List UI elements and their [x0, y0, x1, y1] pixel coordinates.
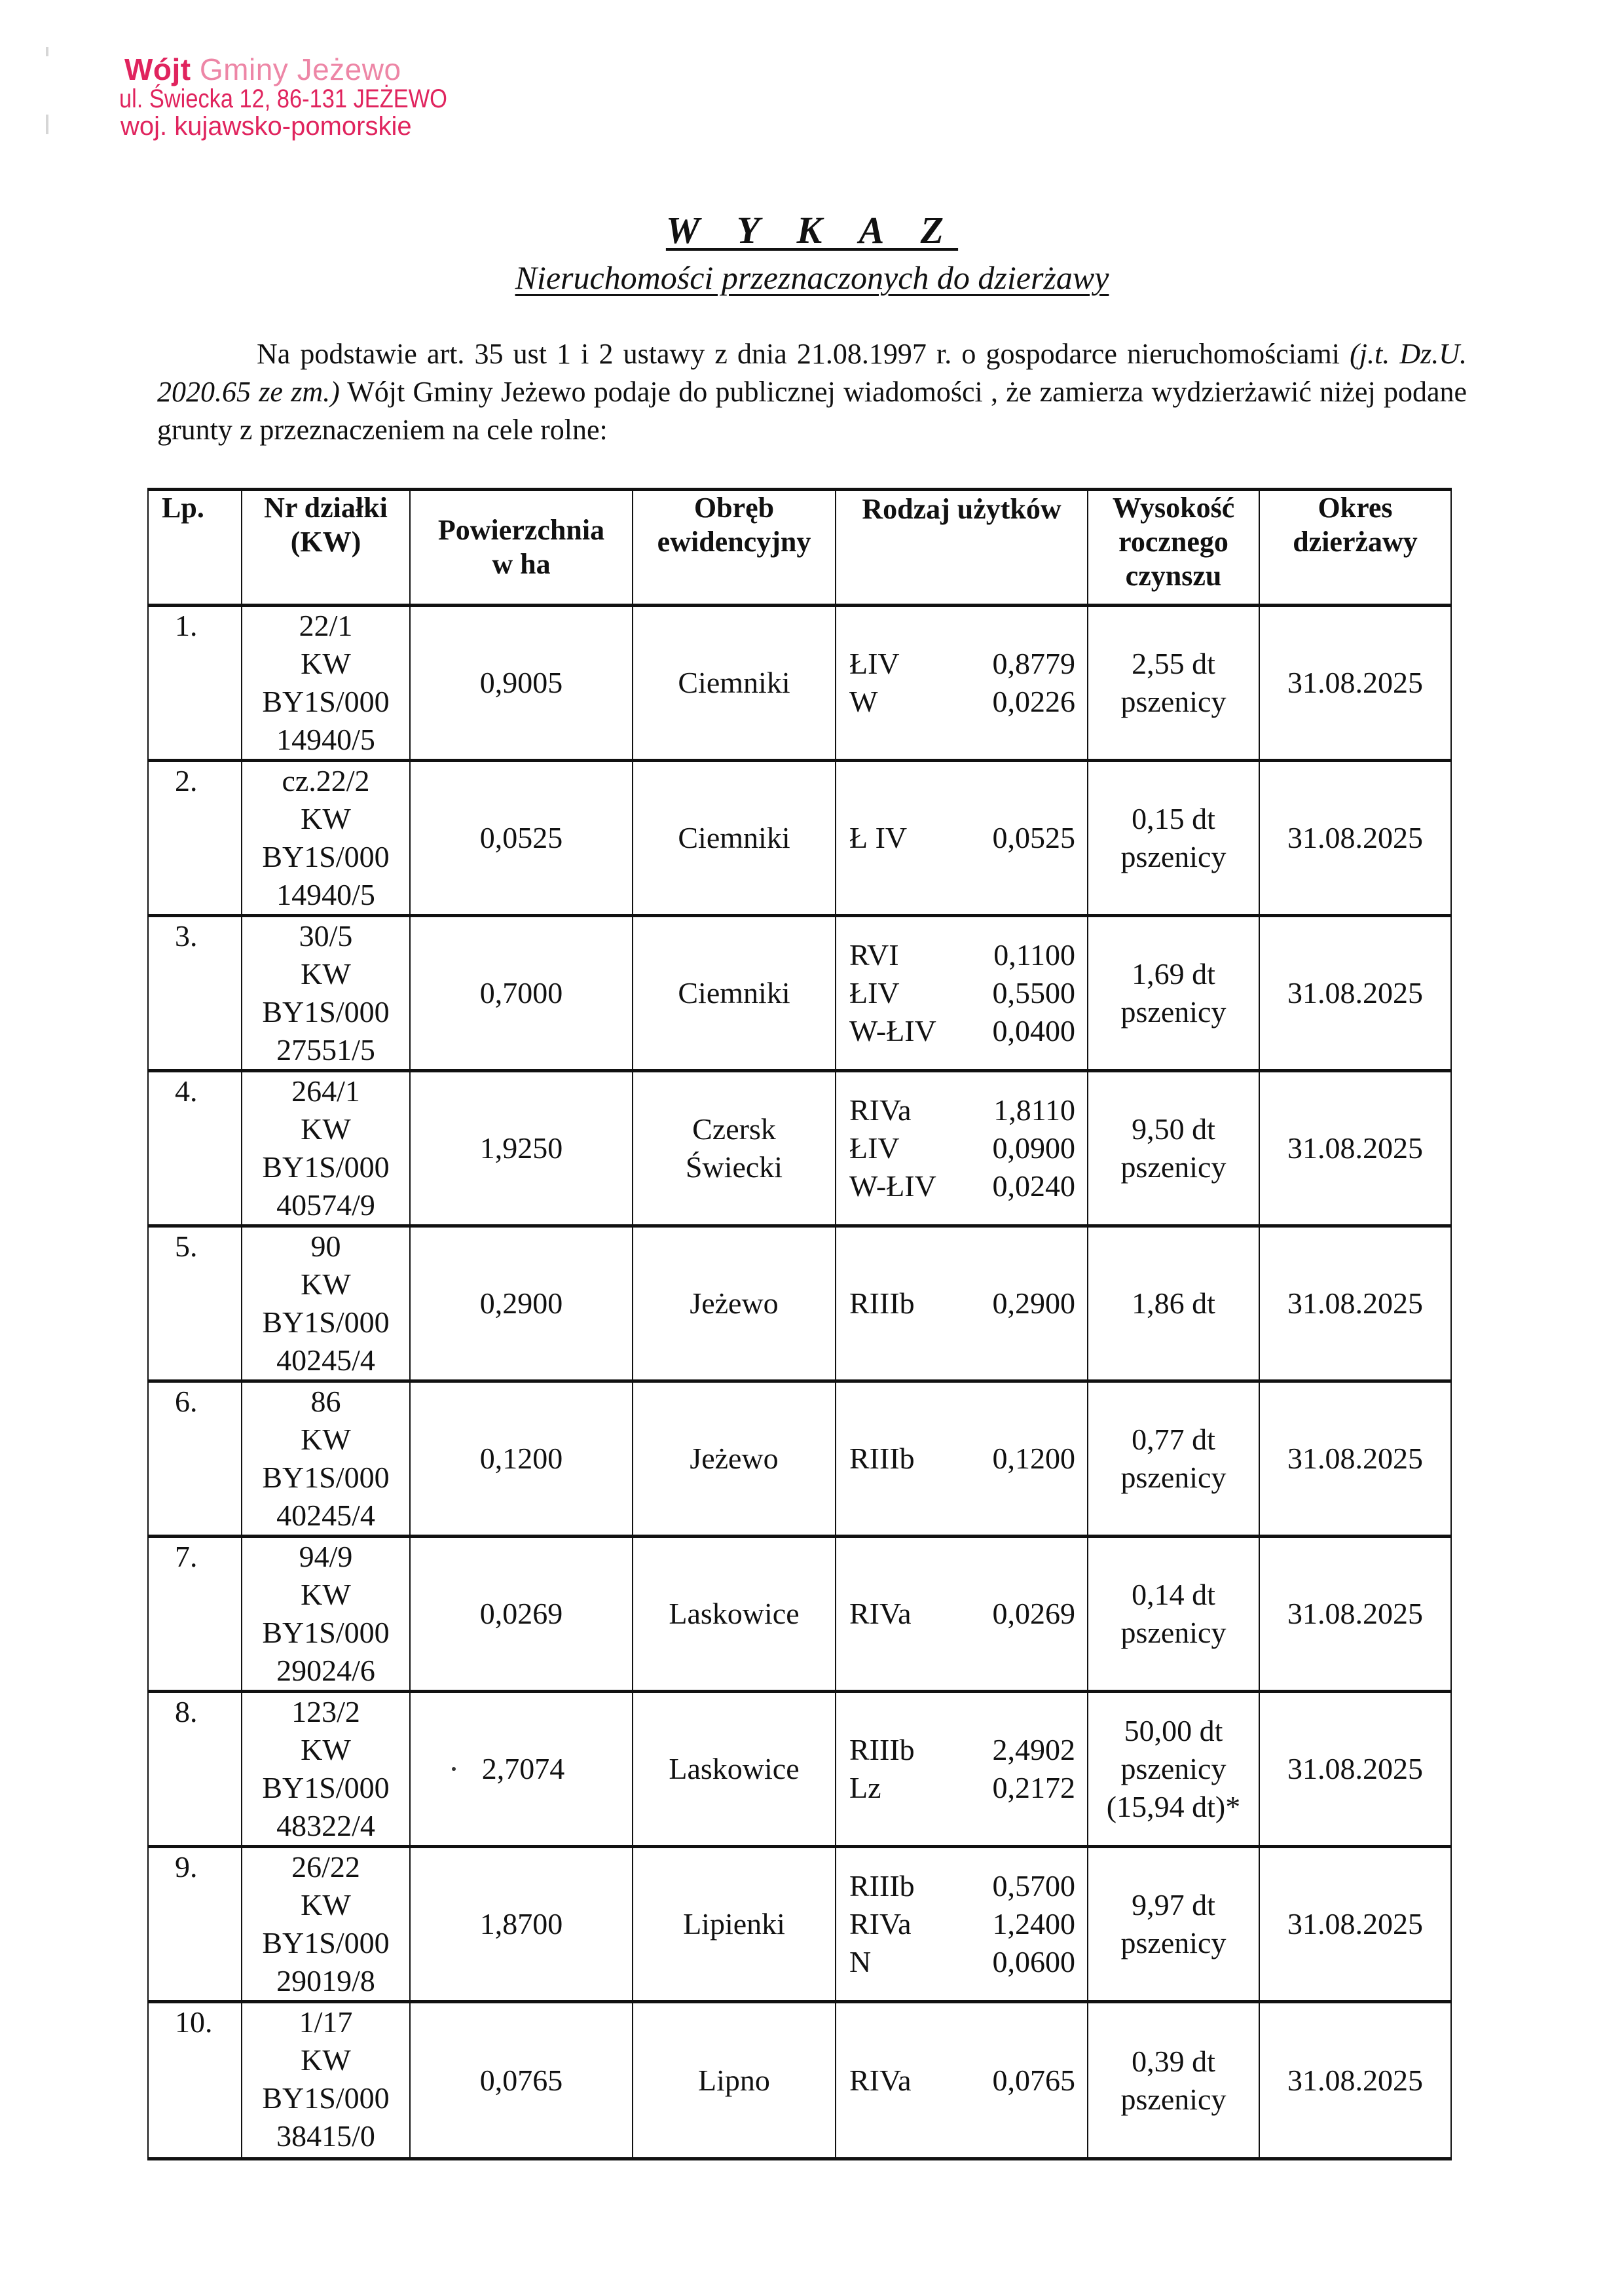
scan-artifact [46, 115, 48, 134]
powierzchnia-value: 0,2900 [479, 1286, 563, 1320]
cell-nr-dzialki [242, 1071, 410, 1226]
cell-wysokosc-czynszu [1088, 1071, 1259, 1226]
table-row [148, 1537, 1451, 1692]
cell-rodzaj-uzytkow [836, 1847, 1088, 2002]
nr-dzialki-line: 22/1 [299, 609, 353, 642]
cell-powierzchnia [410, 1847, 633, 2002]
nr-dzialki-line: KW [301, 1888, 351, 1922]
czynsz-line: pszenicy [1120, 1461, 1227, 1494]
uzytek-line [836, 1867, 1087, 1905]
stray-mark [452, 1767, 456, 1771]
cell-lp: 3. [148, 916, 242, 1071]
nr-dzialki-line: BY1S/000 [262, 1305, 390, 1339]
table-row [148, 1381, 1451, 1537]
table-row [148, 1692, 1451, 1847]
cell-nr-dzialki [242, 1692, 410, 1847]
table-row [148, 1847, 1451, 2002]
obreb-line: Laskowice [669, 1597, 800, 1630]
uzytek-line [836, 1943, 1087, 1981]
nr-dzialki-line: 86 [310, 1385, 341, 1418]
uzytek-area: 0,0765 [992, 2063, 1075, 2097]
header-wysokosc-czynszu: Wysokość rocznego czynszu [1088, 490, 1259, 606]
czynsz-line: 1,69 dt [1132, 957, 1215, 991]
cell-rodzaj-uzytkow [836, 1692, 1088, 1847]
uzytek-class: RIIIb [849, 1733, 915, 1766]
cell-obreb [633, 606, 836, 761]
cell-nr-dzialki [242, 2002, 410, 2159]
uzytek-line [836, 936, 1087, 974]
cell-okres-dzierzawy: 31.08.2025 [1259, 606, 1451, 761]
cell-wysokosc-czynszu [1088, 1847, 1259, 2002]
cell-rodzaj-uzytkow [836, 916, 1088, 1071]
uzytek-class: Ł IV [849, 821, 908, 854]
nr-dzialki-line: 40574/9 [276, 1188, 375, 1222]
cell-wysokosc-czynszu [1088, 1692, 1259, 1847]
cell-nr-dzialki [242, 1381, 410, 1537]
nr-dzialki-line: 90 [310, 1230, 341, 1263]
cell-rodzaj-uzytkow [836, 1071, 1088, 1226]
uzytek-area: 0,0226 [992, 685, 1075, 718]
nr-dzialki-line: KW [301, 1578, 351, 1611]
uzytek-area: 0,1200 [992, 1442, 1075, 1475]
cell-okres-dzierzawy: 31.08.2025 [1259, 1692, 1451, 1847]
header-rodzaj-uzytkow: Rodzaj użytków [836, 490, 1088, 606]
uzytek-line [836, 1012, 1087, 1050]
uzytek-class: RIIIb [849, 1286, 915, 1320]
obreb-line: Jeżewo [690, 1286, 779, 1320]
cell-okres-dzierzawy: 31.08.2025 [1259, 1226, 1451, 1381]
uzytek-class: RIVa [849, 1093, 912, 1127]
header-lp: Lp. [148, 490, 242, 606]
cell-rodzaj-uzytkow [836, 2002, 1088, 2159]
cell-powierzchnia [410, 761, 633, 916]
cell-powierzchnia [410, 2002, 633, 2159]
obreb-line: Lipno [698, 2063, 770, 2097]
uzytek-area: 1,8110 [993, 1093, 1075, 1127]
powierzchnia-value: 0,9005 [479, 666, 563, 699]
header-nr-dzialki: Nr działki (KW) [242, 490, 410, 606]
obreb-line: Ciemniki [678, 976, 790, 1010]
czynsz-line: 0,39 dt [1132, 2044, 1215, 2078]
uzytek-area: 0,0525 [992, 821, 1075, 854]
uzytek-area: 0,8779 [992, 647, 1075, 680]
nr-dzialki-line: KW [301, 1267, 351, 1301]
obreb-line: Laskowice [669, 1752, 800, 1785]
powierzchnia-value: 2,7074 [481, 1752, 565, 1785]
uzytek-line [836, 1285, 1087, 1322]
intro-paragraph: Na podstawie art. 35 ust 1 i 2 ustawy z dnia 21.08.1997 r. o gospodarce nieruchomościami (j.t. Dz.U. 2020.65 ze zm.) Wójt Gminy Jeżewo podaje do publicznej wiadomości , że zamierza wydzierżawić niżej podane grunty z przeznaczeniem na cele rolne: [157, 338, 1467, 446]
uzytek-line [836, 1731, 1087, 1769]
nr-dzialki-line: KW [301, 1733, 351, 1766]
cell-powierzchnia [410, 1692, 633, 1847]
czynsz-line: 0,15 dt [1132, 802, 1215, 835]
obreb-line: Jeżewo [690, 1442, 779, 1475]
uzytek-line [836, 1129, 1087, 1167]
table-header-row [148, 490, 1451, 606]
uzytek-class: RIIIb [849, 1869, 915, 1903]
cell-lp: 9. [148, 1847, 242, 2002]
cell-rodzaj-uzytkow [836, 1537, 1088, 1692]
cell-powierzchnia [410, 1226, 633, 1381]
obreb-line: Ciemniki [678, 666, 790, 699]
czynsz-line: 0,14 dt [1132, 1578, 1215, 1611]
uzytek-line [836, 1595, 1087, 1633]
czynsz-line: pszenicy [1120, 840, 1227, 873]
nr-dzialki-line: cz.22/2 [282, 764, 370, 797]
czynsz-line: 0,77 dt [1132, 1423, 1215, 1456]
nr-dzialki-line: 94/9 [299, 1540, 353, 1573]
table-row [148, 1071, 1451, 1226]
nr-dzialki-line: 264/1 [291, 1074, 360, 1108]
cell-powierzchnia [410, 606, 633, 761]
nr-dzialki-line: 26/22 [291, 1850, 360, 1884]
powierzchnia-value: 0,0765 [479, 2063, 563, 2097]
czynsz-line: 2,55 dt [1132, 647, 1215, 680]
cell-wysokosc-czynszu [1088, 606, 1259, 761]
cell-nr-dzialki [242, 1226, 410, 1381]
cell-wysokosc-czynszu [1088, 761, 1259, 916]
cell-obreb [633, 1847, 836, 2002]
nr-dzialki-line: 27551/5 [276, 1033, 375, 1066]
nr-dzialki-line: 123/2 [291, 1695, 360, 1728]
czynsz-line: pszenicy [1120, 1616, 1227, 1649]
cell-wysokosc-czynszu [1088, 2002, 1259, 2159]
uzytek-class: ŁIV [849, 1131, 900, 1165]
powierzchnia-value: 0,7000 [479, 976, 563, 1010]
czynsz-line: 50,00 dt [1124, 1714, 1223, 1747]
powierzchnia-value: 0,0269 [479, 1597, 563, 1630]
table-row [148, 1226, 1451, 1381]
stamp-line-1: Wójt Gminy Jeżewo [124, 52, 401, 86]
cell-okres-dzierzawy: 31.08.2025 [1259, 1381, 1451, 1537]
cell-wysokosc-czynszu [1088, 1381, 1259, 1537]
scan-artifact [46, 47, 48, 56]
cell-powierzchnia [410, 916, 633, 1071]
cell-lp: 8. [148, 1692, 242, 1847]
nr-dzialki-line: 30/5 [299, 919, 353, 953]
uzytek-line [836, 819, 1087, 857]
nr-dzialki-line: BY1S/000 [262, 1771, 390, 1804]
cell-rodzaj-uzytkow [836, 1381, 1088, 1537]
cell-lp: 6. [148, 1381, 242, 1537]
uzytek-line [836, 1167, 1087, 1205]
cell-nr-dzialki [242, 1537, 410, 1692]
uzytek-line [836, 1091, 1087, 1129]
uzytek-area: 0,2900 [992, 1286, 1075, 1320]
czynsz-line: 9,97 dt [1132, 1888, 1215, 1922]
uzytek-class: ŁIV [849, 647, 900, 680]
cell-wysokosc-czynszu [1088, 1226, 1259, 1381]
obreb-line: Ciemniki [678, 821, 790, 854]
cell-powierzchnia [410, 1071, 633, 1226]
cell-lp: 5. [148, 1226, 242, 1381]
nr-dzialki-line: KW [301, 647, 351, 680]
nr-dzialki-line: KW [301, 957, 351, 991]
powierzchnia-value: 1,8700 [479, 1907, 563, 1941]
uzytek-area: 0,0900 [992, 1131, 1075, 1165]
nr-dzialki-line: BY1S/000 [262, 685, 390, 718]
cell-obreb [633, 1226, 836, 1381]
uzytek-line [836, 2062, 1087, 2100]
cell-lp: 4. [148, 1071, 242, 1226]
office-stamp [119, 52, 500, 141]
czynsz-line: pszenicy [1120, 1150, 1227, 1184]
nr-dzialki-line: 14940/5 [276, 723, 375, 756]
nr-dzialki-line: 14940/5 [276, 878, 375, 911]
cell-obreb [633, 916, 836, 1071]
cell-rodzaj-uzytkow [836, 761, 1088, 916]
uzytek-line [836, 1769, 1087, 1807]
uzytek-class: W-ŁIV [849, 1014, 936, 1048]
nr-dzialki-line: 1/17 [299, 2005, 353, 2039]
uzytek-line [836, 683, 1087, 721]
nr-dzialki-line: 38415/0 [276, 2119, 375, 2153]
cell-nr-dzialki [242, 606, 410, 761]
cell-obreb [633, 1381, 836, 1537]
legal-citation: (j.t. Dz.U. 2020.65 ze zm.) [157, 338, 1467, 408]
cell-okres-dzierzawy: 31.08.2025 [1259, 2002, 1451, 2159]
cell-rodzaj-uzytkow [836, 606, 1088, 761]
uzytek-area: 0,5500 [992, 976, 1075, 1010]
cell-obreb [633, 1692, 836, 1847]
nr-dzialki-line: 29019/8 [276, 1964, 375, 1997]
uzytek-class: W [849, 685, 878, 718]
czynsz-line: 1,86 dt [1132, 1286, 1215, 1320]
cell-lp: 1. [148, 606, 242, 761]
obreb-line: Lipienki [683, 1907, 785, 1941]
uzytek-class: RIVa [849, 1597, 912, 1630]
nr-dzialki-line: BY1S/000 [262, 1926, 390, 1959]
nr-dzialki-line: KW [301, 1112, 351, 1146]
czynsz-line: pszenicy [1120, 995, 1227, 1029]
uzytek-area: 0,5700 [992, 1869, 1075, 1903]
header-powierzchnia: Powierzchnia w ha [410, 490, 633, 606]
czynsz-line: 9,50 dt [1132, 1112, 1215, 1146]
uzytek-class: RIIIb [849, 1442, 915, 1475]
uzytek-class: RIVa [849, 2063, 912, 2097]
uzytek-class: W-ŁIV [849, 1169, 936, 1203]
czynsz-line: (15,94 dt)* [1106, 1790, 1241, 1823]
cell-lp: 7. [148, 1537, 242, 1692]
nr-dzialki-line: KW [301, 1423, 351, 1456]
cell-okres-dzierzawy: 31.08.2025 [1259, 1071, 1451, 1226]
uzytek-line [836, 1440, 1087, 1478]
uzytek-area: 0,0269 [992, 1597, 1075, 1630]
cell-obreb [633, 761, 836, 916]
uzytek-class: Lz [849, 1771, 881, 1804]
obreb-line: Czersk [692, 1112, 776, 1146]
czynsz-line: pszenicy [1120, 1926, 1227, 1959]
powierzchnia-value: 1,9250 [479, 1131, 563, 1165]
uzytek-area: 0,0400 [992, 1014, 1075, 1048]
cell-okres-dzierzawy: 31.08.2025 [1259, 916, 1451, 1071]
table-row [148, 916, 1451, 1071]
nr-dzialki-line: BY1S/000 [262, 1150, 390, 1184]
nr-dzialki-line: 48322/4 [276, 1809, 375, 1842]
nr-dzialki-line: KW [301, 2043, 351, 2077]
document-subtitle: Nieruchomości przeznaczonych do dzierżawy [515, 259, 1109, 296]
cell-obreb [633, 1537, 836, 1692]
uzytek-area: 0,2172 [992, 1771, 1075, 1804]
property-lease-table [147, 488, 1452, 2160]
uzytek-area: 1,2400 [992, 1907, 1075, 1941]
uzytek-class: RVI [849, 938, 899, 972]
nr-dzialki-line: BY1S/000 [262, 840, 390, 873]
cell-lp: 2. [148, 761, 242, 916]
nr-dzialki-line: BY1S/000 [262, 995, 390, 1029]
table-row [148, 2002, 1451, 2159]
uzytek-line [836, 645, 1087, 683]
czynsz-line: pszenicy [1120, 685, 1227, 718]
header-okres-dzierzawy: Okres dzierżawy [1259, 490, 1451, 606]
uzytek-area: 0,1100 [993, 938, 1075, 972]
uzytek-area: 0,0240 [992, 1169, 1075, 1203]
table-row [148, 761, 1451, 916]
cell-okres-dzierzawy: 31.08.2025 [1259, 1847, 1451, 2002]
cell-powierzchnia [410, 1381, 633, 1537]
nr-dzialki-line: 29024/6 [276, 1654, 375, 1687]
uzytek-line [836, 1905, 1087, 1943]
nr-dzialki-line: 40245/4 [276, 1343, 375, 1377]
czynsz-line: pszenicy [1120, 1752, 1227, 1785]
nr-dzialki-line: KW [301, 802, 351, 835]
uzytek-area: 2,4902 [992, 1733, 1075, 1766]
nr-dzialki-line: BY1S/000 [262, 1616, 390, 1649]
uzytek-area: 0,0600 [992, 1945, 1075, 1978]
uzytek-class: RIVa [849, 1907, 912, 1941]
cell-obreb [633, 1071, 836, 1226]
cell-rodzaj-uzytkow [836, 1226, 1088, 1381]
cell-okres-dzierzawy: 31.08.2025 [1259, 761, 1451, 916]
cell-nr-dzialki [242, 761, 410, 916]
nr-dzialki-line: BY1S/000 [262, 2081, 390, 2115]
cell-wysokosc-czynszu [1088, 916, 1259, 1071]
powierzchnia-value: 0,1200 [479, 1442, 563, 1475]
header-obreb: Obręb ewidencyjny [633, 490, 836, 606]
cell-nr-dzialki [242, 1847, 410, 2002]
cell-wysokosc-czynszu [1088, 1537, 1259, 1692]
table-row [148, 606, 1451, 761]
cell-obreb [633, 2002, 836, 2159]
nr-dzialki-line: BY1S/000 [262, 1461, 390, 1494]
cell-powierzchnia [410, 1537, 633, 1692]
nr-dzialki-line: 40245/4 [276, 1499, 375, 1532]
powierzchnia-value: 0,0525 [479, 821, 563, 854]
czynsz-line: pszenicy [1120, 2082, 1227, 2116]
uzytek-class: ŁIV [849, 976, 900, 1010]
uzytek-class: N [849, 1945, 872, 1978]
cell-nr-dzialki [242, 916, 410, 1071]
stamp-address: ul. Świecka 12, 86-131 JEŻEWO [119, 84, 447, 114]
obreb-line: Świecki [685, 1150, 783, 1184]
stamp-region: woj. kujawsko-pomorskie [120, 112, 412, 141]
cell-okres-dzierzawy: 31.08.2025 [1259, 1537, 1451, 1692]
document-title: W Y K A Z [665, 209, 959, 251]
cell-lp: 10. [148, 2002, 242, 2159]
uzytek-line [836, 974, 1087, 1012]
